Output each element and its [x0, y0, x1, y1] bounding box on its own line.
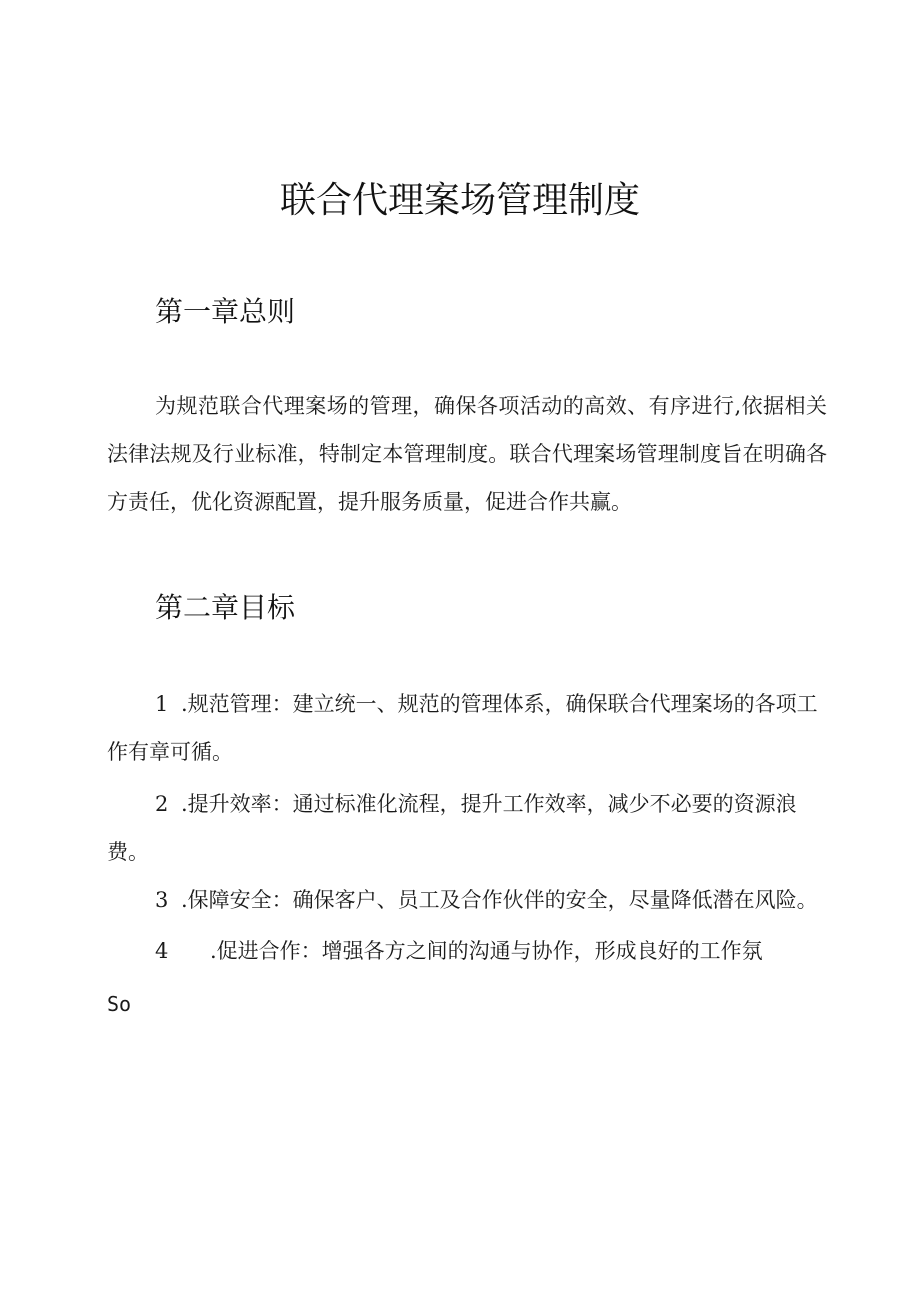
goal-item-4 — [107, 927, 832, 975]
goal-item-number: 1 — [155, 692, 169, 716]
document-title: 联合代理案场管理制度 — [279, 180, 640, 221]
goal-item-text: .提升效率：通过标准化流程，提升工作效率，减少不必要的资源浪费。 — [107, 792, 797, 864]
goal-item-1 — [107, 680, 832, 776]
goal-item-text: .规范管理：建立统一、规范的管理体系，确保联合代理案场的各项工作有章可循。 — [107, 692, 818, 764]
goal-item-number: 3 — [155, 888, 169, 912]
chapter-1-paragraph: 为规范联合代理案场的管理，确保各项活动的高效、有序进行,依据相关法律法规及行业标准，特制定本管理制度。联合代理案场管理制度旨在明确各方责任，优化资源配置，提升服务质量，促进合作共赢。 — [107, 394, 827, 514]
trailing-text: So — [107, 992, 132, 1016]
goal-item-3 — [107, 876, 832, 924]
chapter-1-heading: 第一章总则 — [155, 295, 296, 328]
goal-item-2 — [107, 780, 832, 876]
goal-item-number: 4 — [155, 939, 169, 963]
goal-item-text: .促进合作：增强各方之间的沟通与协作，形成良好的工作氛 — [210, 939, 763, 963]
goal-item-text: .保障安全：确保客户、员工及合作伙伴的安全，尽量降低潜在风险。 — [181, 888, 818, 912]
chapter-2-heading: 第二章目标 — [155, 591, 296, 624]
goal-item-number: 2 — [155, 792, 169, 816]
